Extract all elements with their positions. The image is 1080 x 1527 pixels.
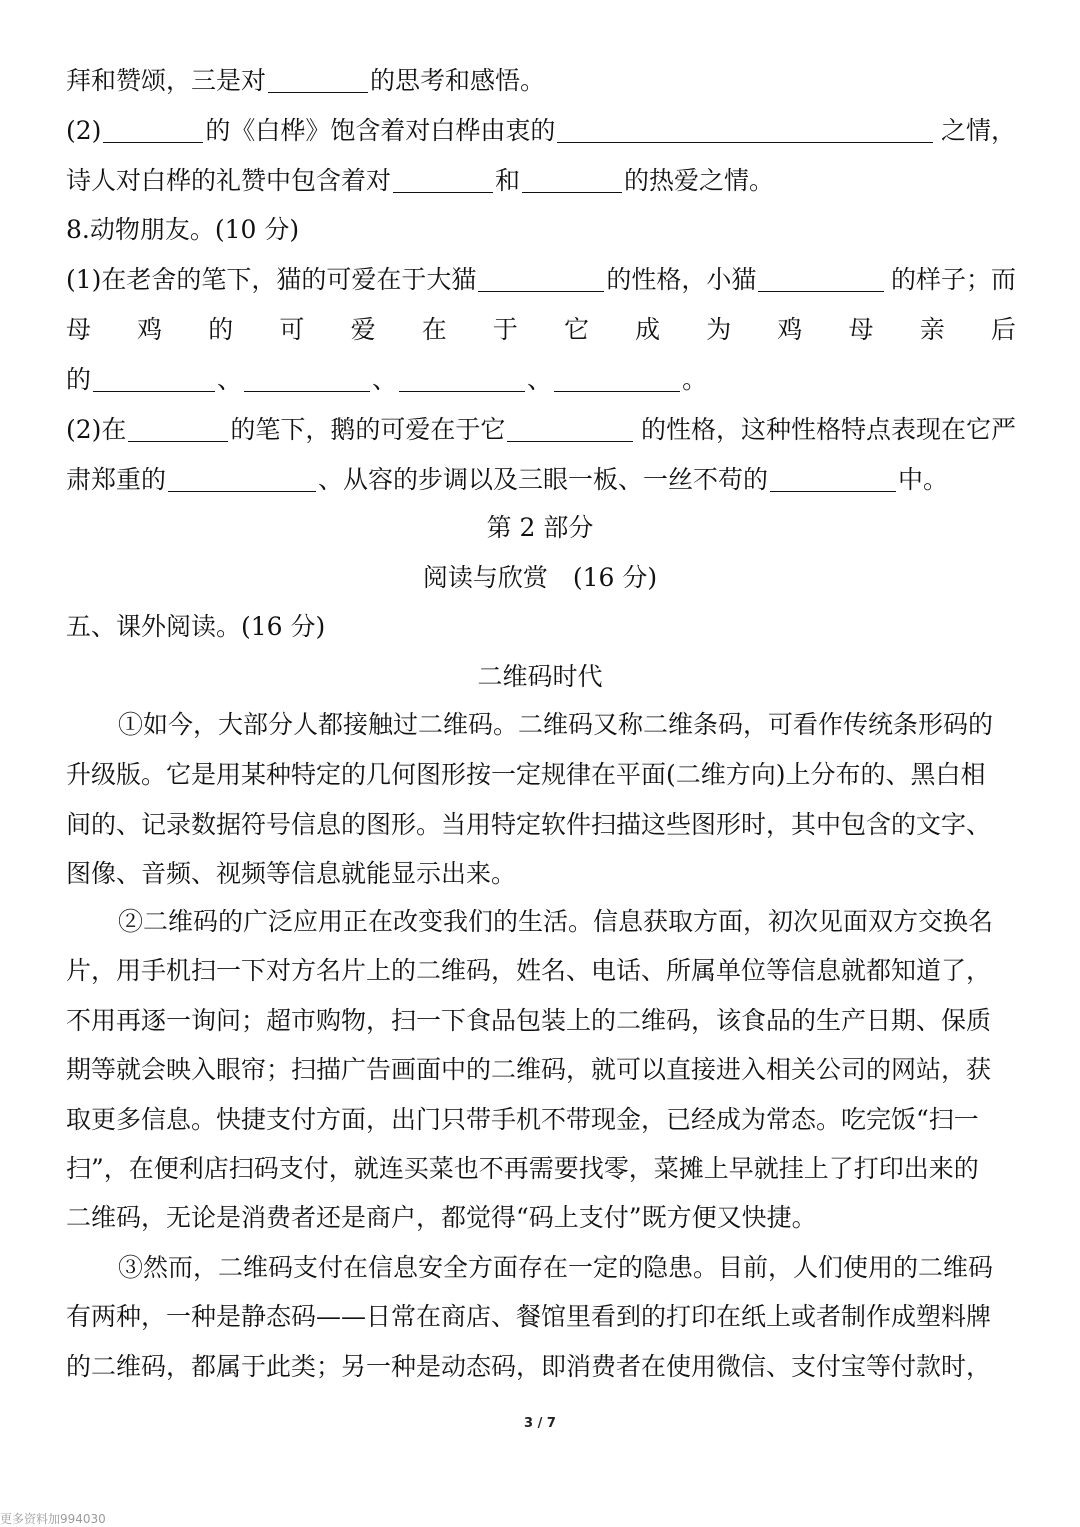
spread-char: 为: [706, 315, 732, 344]
answer-blank[interactable]: [128, 415, 228, 442]
q7-line-1: [66, 64, 1016, 98]
spread-char: 的: [208, 315, 234, 344]
text: 拜和赞颂，三是对: [66, 66, 267, 95]
answer-blank[interactable]: [770, 465, 896, 492]
p1-line: ①如今，大部分人都接触过二维码。二维码又称二维条码，可看作传统条形码的: [118, 710, 994, 739]
p1-line: 升级版。它是用某种特定的几何图形按一定规律在平面(二维方向)上分布的、黑白相: [66, 760, 986, 789]
q7-2-line-2: [66, 164, 1016, 198]
text: 的笔下，鹅的可爱在于它: [230, 415, 506, 444]
p1-line: 间的、记录数据符号信息的图形。当用特定软件扫描这些图形时，其中包含的文字、: [66, 810, 992, 839]
spread-char: 亲: [919, 315, 945, 344]
text: 的: [66, 365, 92, 394]
p3-line: 有两种，一种是静态码——日常在商店、餐馆里看到的打印在纸上或者制作成塑料牌: [66, 1302, 992, 1331]
article-title: 二维码时代: [477, 662, 603, 691]
text: 的热爱之情。: [624, 166, 775, 195]
text: 肃郑重的: [66, 465, 167, 494]
separator: 、: [217, 365, 243, 394]
period: 。: [682, 365, 708, 394]
q8-2-line-1: [66, 413, 1016, 447]
question-number: (2): [66, 116, 102, 145]
q8-1-line-1: [66, 263, 1016, 297]
text: 的思考和感悟。: [370, 66, 546, 95]
answer-blank[interactable]: [554, 365, 680, 392]
answer-blank[interactable]: [522, 166, 622, 193]
text: 和: [495, 166, 521, 195]
spread-char: 鸡: [137, 315, 163, 344]
watermark-text: 更多资料加994030: [0, 1512, 106, 1526]
text: 的性格，小猫: [606, 265, 757, 294]
spread-char: 在: [421, 315, 447, 344]
p2-line: 不用再逐一询问；超市购物，扫一下食品包装上的二维码，该食品的生产日期、保质: [66, 1006, 992, 1035]
spread-char: 它: [563, 315, 589, 344]
separator: 、: [372, 365, 398, 394]
p1-line: 图像、音频、视频等信息就能显示出来。: [66, 859, 517, 888]
q8-1-line-3: [66, 363, 1016, 397]
text: 的性格，这种性格特点表现在它严: [640, 415, 1016, 444]
answer-blank[interactable]: [507, 415, 633, 442]
part2-subtitle: 阅读与欣赏 (16 分): [422, 563, 658, 592]
text: 中。: [898, 465, 949, 494]
text: (2)在: [66, 415, 127, 444]
spread-char: 可: [279, 315, 305, 344]
part2-title: 第 2 部分: [486, 513, 594, 542]
text: 之情，: [940, 116, 1016, 145]
q8-1-line-2: [66, 313, 1016, 347]
p2-line: ②二维码的广泛应用正在改变我们的生活。信息获取方面，初次见面双方交换名: [118, 907, 994, 936]
answer-blank[interactable]: [168, 465, 316, 492]
answer-blank[interactable]: [758, 265, 884, 292]
p3-line: 的二维码，都属于此类；另一种是动态码，即消费者在使用微信、支付宝等付款时，: [66, 1352, 992, 1381]
text: 诗人对白桦的礼赞中包含着对: [66, 166, 392, 195]
section5-heading: 五、课外阅读。(16 分): [66, 612, 326, 641]
p2-line: 扫”，在便利店扫码支付，就连买菜也不再需要找零，菜摊上早就挂上了打印出来的: [66, 1154, 979, 1183]
q8-title: 8.动物朋友。(10 分): [66, 215, 300, 244]
separator: 、: [527, 365, 553, 394]
spread-char: 成: [635, 315, 661, 344]
answer-blank[interactable]: [244, 365, 370, 392]
answer-blank[interactable]: [478, 265, 604, 292]
q7-2-line-1: [66, 114, 1016, 148]
p3-line: ③然而，二维码支付在信息安全方面存在一定的隐患。目前，人们使用的二维码: [118, 1253, 994, 1282]
spread-char: 鸡: [777, 315, 803, 344]
text: (1)在老舍的笔下，猫的可爱在于大猫: [66, 265, 477, 294]
answer-blank[interactable]: [268, 66, 368, 93]
text: 的样子；而: [890, 265, 1016, 294]
spread-char: 母: [848, 315, 874, 344]
p2-line: 期等就会映入眼帘；扫描广告画面中的二维码，就可以直接进入相关公司的网站，获: [66, 1055, 992, 1084]
answer-blank[interactable]: [399, 365, 525, 392]
answer-blank[interactable]: [557, 116, 933, 143]
spread-char: 后: [990, 315, 1016, 344]
p2-line: 片，用手机扫一下对方名片上的二维码，姓名、电话、所属单位等信息就都知道了，: [66, 956, 992, 985]
text: 的《白桦》饱含着对白桦由衷的: [205, 116, 556, 145]
answer-blank[interactable]: [103, 116, 203, 143]
answer-blank[interactable]: [393, 166, 493, 193]
answer-blank[interactable]: [93, 365, 215, 392]
spread-char: 母: [66, 315, 92, 344]
page-number: 3 / 7: [524, 1416, 556, 1431]
p2-line: 二维码，无论是消费者还是商户，都觉得“码上支付”既方便又快捷。: [66, 1203, 817, 1232]
q8-2-line-2: [66, 463, 1016, 497]
p2-line: 取更多信息。快捷支付方面，出门只带手机不带现金，已经成为常态。吃完饭“扫一: [66, 1105, 979, 1134]
spread-char: 爱: [350, 315, 376, 344]
spread-char: 于: [492, 315, 518, 344]
text: 、从容的步调以及三眼一板、一丝不苟的: [318, 465, 769, 494]
